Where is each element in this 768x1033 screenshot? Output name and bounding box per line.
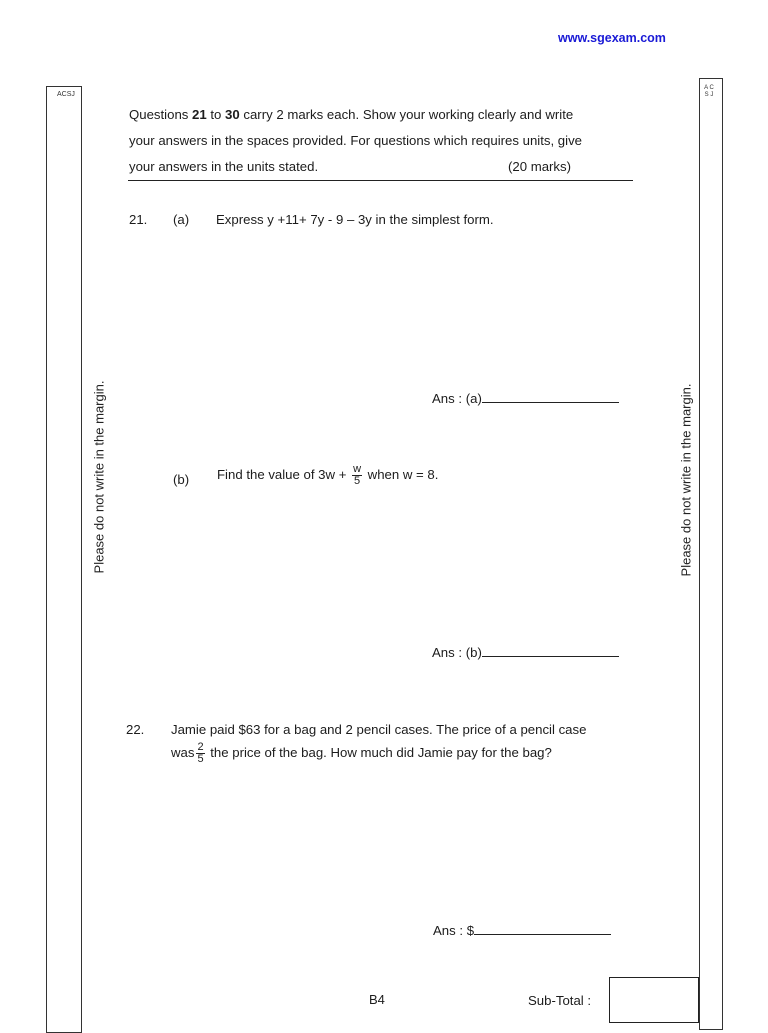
section-instructions <box>129 102 634 180</box>
school-code-left: ACSJ <box>57 91 75 98</box>
question-22-line-2: was $\frac{2}{5}$ the price of the bag. How much did Jamie pay for the bag? <box>171 741 552 765</box>
question-21b-text: Find the value of 3w + $\frac{w}{5}$ when w = 8. <box>217 463 439 487</box>
instructions-line-3: your answers in the units stated. (20 marks) <box>129 154 634 180</box>
question-range-end: 30 <box>225 107 240 122</box>
instructions-line-2: your answers in the spaces provided. For questions which requires units, give <box>129 133 582 148</box>
answer-22 <box>433 922 611 938</box>
answer-21b-label: Ans : (b) <box>432 645 482 660</box>
question-21b-label: (b) <box>173 472 190 487</box>
question-21a-label: (a) <box>173 212 190 227</box>
question-22-line-1: Jamie paid $63 for a bag and 2 pencil cases. The price of a pencil case <box>171 722 587 737</box>
answer-21b-line[interactable] <box>482 644 619 657</box>
section-marks: (20 marks) <box>508 159 572 174</box>
instructions-line-1: Questions 21 to 30 carry 2 marks each. Show your working clearly and write <box>129 107 574 122</box>
website-url[interactable]: www.sgexam.com <box>558 31 666 45</box>
answer-21b <box>432 644 619 660</box>
subtotal-box[interactable] <box>609 977 699 1023</box>
right-margin-column <box>699 78 723 1030</box>
fraction-w-over-5: $\frac{w}{5}$ <box>353 463 362 487</box>
answer-22-line[interactable] <box>474 922 611 935</box>
fraction-2-over-5: $\frac{2}{5}$ <box>197 741 204 765</box>
section-divider <box>128 180 633 181</box>
answer-21a-label: Ans : (a) <box>432 391 482 406</box>
page-number: B4 <box>369 992 385 1007</box>
answer-21a <box>432 390 619 406</box>
question-22-number: 22. <box>126 722 145 737</box>
subtotal-label: Sub-Total : <box>528 993 592 1008</box>
margin-note-right: Please do not write in the margin. <box>678 383 694 577</box>
question-21-number: 21. <box>129 212 148 227</box>
answer-22-label: Ans : $ <box>433 923 475 938</box>
margin-note-left: Please do not write in the margin. <box>91 380 107 574</box>
question-range-start: 21 <box>192 107 207 122</box>
answer-21a-line[interactable] <box>482 390 619 403</box>
school-code-right: A C S J <box>704 85 714 98</box>
question-21a-text: Express y +11+ 7y - 9 – 3y in the simplest form. <box>216 212 494 227</box>
left-margin-column <box>46 86 82 1033</box>
